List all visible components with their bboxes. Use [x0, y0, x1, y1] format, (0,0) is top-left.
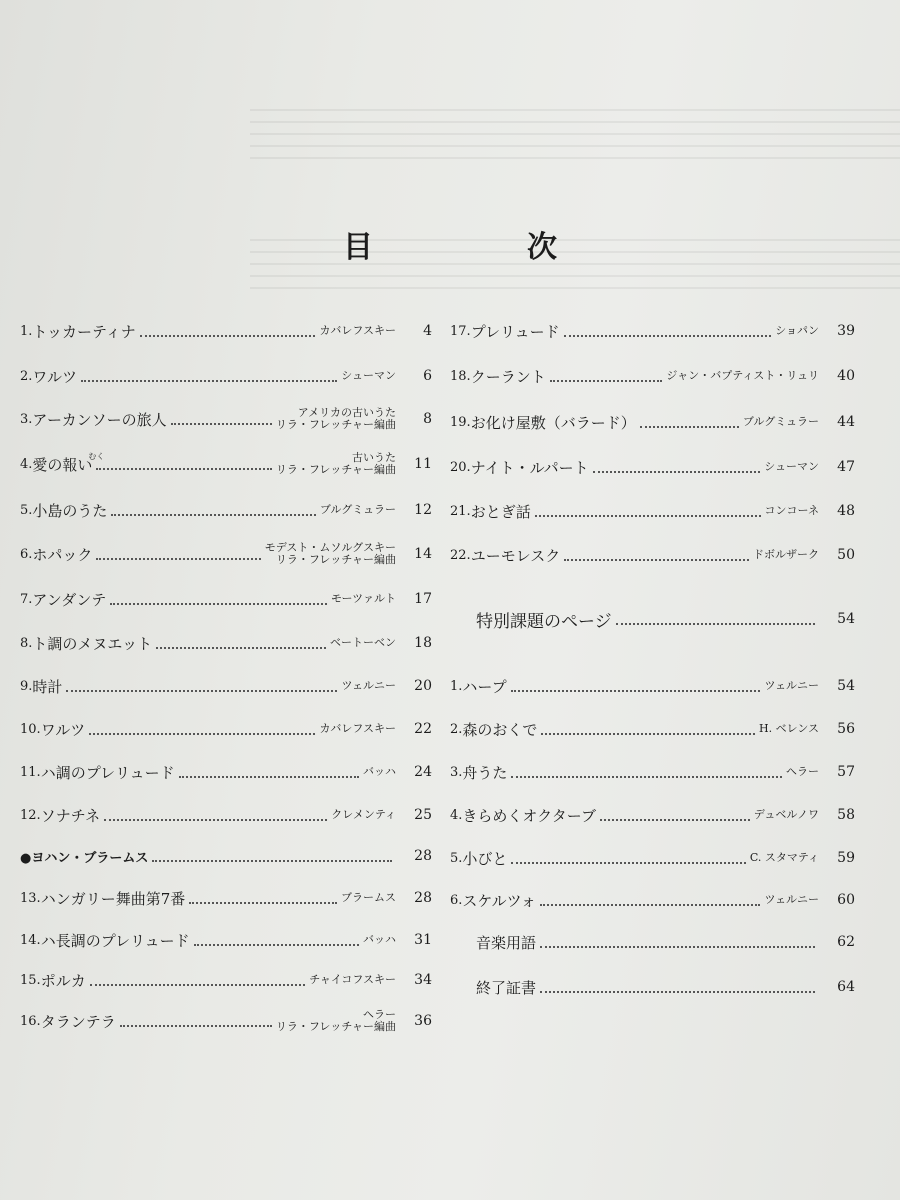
entry-number: 10. — [20, 721, 41, 737]
entry-composer — [743, 416, 819, 428]
toc-entry[interactable] — [20, 922, 432, 958]
composer-name: アメリカの古いうた — [297, 406, 396, 419]
composer-name: ツェルニー — [341, 679, 396, 692]
arranger-name: リラ・フレッチャー編曲 — [275, 553, 396, 566]
entry-title: プレリュード — [470, 322, 560, 341]
leader-dots — [616, 623, 815, 625]
entry-composer — [775, 325, 819, 337]
entry-title: ハンガリー舞曲第7番 — [40, 889, 186, 908]
leader-dots — [540, 991, 815, 993]
leader-dots — [179, 776, 359, 778]
page-title: 目 次 — [343, 230, 619, 265]
entry-page: 18 — [414, 635, 432, 651]
toc-entry[interactable] — [450, 797, 855, 833]
entry-page: 4 — [423, 323, 432, 339]
entry-title: ハ調のプレリュード — [40, 763, 175, 782]
entry-composer — [363, 934, 396, 946]
entry-composer — [331, 809, 396, 821]
leader-dots — [593, 471, 761, 473]
composer-name: コンコーネ — [764, 504, 819, 517]
entry-title: ワルツ — [40, 720, 86, 739]
toc-entry[interactable] — [450, 754, 855, 790]
entry-number: 12. — [20, 807, 41, 823]
entry-number: 19. — [450, 414, 471, 430]
arranger-name: リラ・フレッチャー編曲 — [275, 1020, 396, 1033]
entry-number: 7. — [20, 591, 33, 607]
leader-dots — [104, 819, 327, 821]
toc-entry[interactable] — [20, 962, 432, 998]
entry-page: 36 — [414, 1013, 432, 1029]
entry-number: 5. — [450, 850, 463, 866]
entry-title: ホパック — [32, 545, 93, 564]
entry-number: 20. — [450, 459, 471, 475]
toc-entry[interactable] — [450, 882, 855, 918]
composer-name: チャイコフスキー — [309, 973, 396, 986]
toc-entry[interactable] — [20, 536, 432, 572]
toc-entry[interactable] — [20, 492, 432, 528]
leader-dots — [640, 426, 739, 428]
toc-entry[interactable] — [450, 668, 855, 704]
toc-entry[interactable] — [20, 797, 432, 833]
leader-dots — [511, 776, 782, 778]
composer-name: ショパン — [775, 324, 819, 337]
composer-name: ブラームス — [341, 891, 396, 904]
entry-number: 2. — [20, 368, 33, 384]
entry-composer — [753, 549, 819, 561]
entry-page: 17 — [414, 591, 432, 607]
entry-page: 24 — [414, 764, 432, 780]
entry-title: ハ長調のプレリュード — [40, 931, 190, 950]
entry-title: 森のおくで — [462, 720, 538, 739]
entry-page: 57 — [837, 764, 855, 780]
entry-page: 22 — [414, 721, 432, 737]
entry-title: きらめくオクターブ — [462, 806, 597, 825]
entry-page: 54 — [837, 678, 855, 694]
entry-composer — [764, 894, 819, 906]
entry-title: ワルツ — [32, 367, 77, 386]
toc-entry[interactable] — [450, 404, 855, 440]
toc-entry[interactable] — [476, 924, 855, 960]
entry-composer — [341, 680, 396, 692]
entry-composer — [341, 892, 396, 904]
composer-name: ツェルニー — [764, 679, 819, 692]
toc-entry[interactable] — [20, 1003, 432, 1039]
composer-name: H. ベレンス — [759, 722, 819, 735]
entry-title: ハープ — [462, 677, 507, 696]
entry-number: 16. — [20, 1013, 41, 1029]
entry-page: 62 — [837, 934, 855, 950]
entry-number: 21. — [450, 503, 471, 519]
entry-page: 6 — [423, 368, 432, 384]
entry-number: 3. — [20, 411, 33, 427]
entry-composer — [320, 504, 396, 516]
entry-title: ポルカ — [40, 971, 86, 990]
composer-name: カバレフスキー — [319, 722, 396, 735]
special-heading-title: 特別課題のページ — [476, 611, 612, 632]
entry-number: 6. — [20, 546, 33, 562]
entry-page: 28 — [414, 890, 432, 906]
composer-name: ヘラー — [786, 765, 819, 778]
entry-composer — [363, 766, 396, 778]
entry-page: 50 — [837, 547, 855, 563]
arranger-name: リラ・フレッチャー編曲 — [275, 463, 396, 476]
entry-title: 愛の報い むく — [32, 451, 105, 474]
toc-entry[interactable] — [450, 449, 855, 485]
toc-entry[interactable] — [450, 313, 855, 349]
entry-number: 2. — [450, 721, 463, 737]
composer-name: デュベルノワ — [753, 808, 819, 821]
entry-composer — [319, 325, 396, 337]
toc-entry[interactable] — [20, 625, 432, 661]
leader-dots — [550, 380, 663, 382]
entry-composer — [276, 452, 396, 476]
entry-page: 31 — [414, 932, 432, 948]
toc-entry[interactable] — [476, 969, 855, 1005]
entry-ruby: むく — [88, 451, 105, 461]
entry-number: 4. — [20, 456, 33, 472]
entry-composer — [759, 723, 819, 735]
entry-number: 6. — [450, 892, 463, 908]
toc-entry[interactable] — [20, 711, 432, 747]
toc-entry[interactable] — [20, 668, 432, 704]
entry-number: 9. — [20, 678, 33, 694]
entry-page: 58 — [837, 807, 855, 823]
entry-number: 18. — [450, 368, 471, 384]
leader-dots — [511, 690, 761, 692]
entry-composer — [319, 723, 396, 735]
composer-name: シューマン — [341, 369, 396, 382]
composer-name: ベートーベン — [330, 636, 396, 649]
leader-dots — [540, 946, 815, 948]
toc-entry[interactable] — [20, 581, 432, 617]
special-heading-page: 54 — [837, 611, 855, 627]
composer-name: ブルグミュラー — [742, 415, 819, 428]
entry-number: 14. — [20, 932, 41, 948]
composer-name: ツェルニー — [764, 893, 819, 906]
leader-dots — [89, 733, 315, 735]
entry-page: 40 — [837, 368, 855, 384]
composer-name: シューマン — [764, 460, 819, 473]
entry-page: 60 — [837, 892, 855, 908]
composer-name: ヘラー — [363, 1008, 396, 1021]
leader-dots — [66, 690, 337, 692]
entry-page: 59 — [837, 850, 855, 866]
leader-dots — [564, 559, 749, 561]
leader-dots — [564, 335, 772, 337]
entry-page: 34 — [414, 972, 432, 988]
entry-page: 8 — [423, 411, 432, 427]
entry-page: 14 — [414, 546, 432, 562]
leader-dots — [90, 984, 306, 986]
entry-title: 終了証書 — [476, 978, 537, 997]
entry-page: 44 — [837, 414, 855, 430]
leader-dots — [194, 944, 359, 946]
leader-dots — [111, 514, 315, 516]
toc-entry[interactable] — [20, 401, 432, 437]
arranger-name: リラ・フレッチャー編曲 — [275, 418, 396, 431]
entry-page: 64 — [837, 979, 855, 995]
toc-entry[interactable] — [450, 711, 855, 747]
entry-composer — [331, 593, 396, 605]
entry-composer — [765, 505, 819, 517]
entry-composer — [764, 680, 819, 692]
composer-name: ドボルザーク — [753, 548, 819, 561]
leader-dots — [156, 647, 326, 649]
toc-entry[interactable] — [20, 880, 432, 916]
entry-title: お化け屋敷（バラード） — [470, 413, 636, 432]
entry-number: 11. — [20, 764, 41, 780]
entry-title: おとぎ話 — [470, 502, 531, 521]
entry-title: スケルツォ — [462, 891, 537, 910]
entry-page: 56 — [837, 721, 855, 737]
entry-composer — [276, 1009, 396, 1033]
entry-number: 17. — [450, 323, 471, 339]
entry-title: 音楽用語 — [476, 933, 537, 952]
composer-name: カバレフスキー — [319, 324, 396, 337]
entry-title: 小びと — [462, 849, 508, 868]
leader-dots — [81, 380, 337, 382]
leader-dots — [535, 515, 761, 517]
entry-number: 15. — [20, 972, 41, 988]
leader-dots — [541, 733, 755, 735]
entry-number: 1. — [450, 678, 463, 694]
entry-composer — [754, 809, 819, 821]
composer-name: ブルグミュラー — [319, 503, 396, 516]
entry-number: 8. — [20, 635, 33, 651]
leader-dots — [96, 558, 260, 560]
entry-page: 28 — [414, 848, 432, 864]
entry-composer — [764, 461, 819, 473]
composer-name: バッハ — [363, 933, 396, 946]
entry-title: ユーモレスク — [470, 546, 561, 565]
toc-entry[interactable] — [20, 838, 432, 874]
composer-name: バッハ — [363, 765, 396, 778]
entry-composer — [341, 370, 396, 382]
entry-title: 小島のうた — [32, 501, 108, 520]
entry-number: 13. — [20, 890, 41, 906]
entry-title: タランテラ — [40, 1012, 116, 1031]
toc-entry[interactable] — [20, 446, 432, 482]
toc-entry[interactable] — [450, 358, 855, 394]
entry-title: アーカンソーの旅人 — [32, 410, 167, 429]
leader-dots — [96, 468, 271, 470]
entry-title: クーラント — [470, 367, 546, 386]
entry-title: トッカーティナ — [32, 322, 136, 341]
entry-number: 4. — [450, 807, 463, 823]
toc-entry[interactable] — [20, 358, 432, 394]
entry-composer — [750, 852, 819, 864]
entry-title: 舟うた — [462, 763, 508, 782]
special-section-heading[interactable] — [476, 601, 855, 637]
leader-dots — [120, 1025, 272, 1027]
entry-composer — [666, 370, 819, 382]
entry-title: 時計 — [32, 677, 63, 696]
composer-name: C. スタマティ — [749, 851, 819, 864]
entry-composer — [265, 542, 396, 566]
composer-name: 古いうた — [352, 451, 396, 464]
leader-dots — [511, 862, 745, 864]
composer-name: モデスト・ムソルグスキー — [264, 541, 396, 554]
leader-dots — [600, 819, 750, 821]
toc-entry[interactable] — [20, 754, 432, 790]
entry-title: ト調のメヌエット — [32, 634, 153, 653]
leader-dots — [140, 335, 316, 337]
toc-entry[interactable] — [20, 313, 432, 349]
leader-dots — [189, 902, 337, 904]
entry-number: 1. — [20, 323, 33, 339]
entry-page: 20 — [414, 678, 432, 694]
entry-title: ナイト・ルパート — [470, 458, 589, 477]
entry-title: ソナチネ — [40, 806, 101, 825]
entry-page: 48 — [837, 503, 855, 519]
leader-dots — [110, 603, 327, 605]
entry-composer — [309, 974, 396, 986]
leader-dots — [152, 860, 392, 862]
entry-composer — [330, 637, 396, 649]
leader-dots — [171, 423, 272, 425]
entry-number: 3. — [450, 764, 463, 780]
entry-title: ●ヨハン・ブラームス — [20, 850, 149, 866]
composer-name: ジャン・バプティスト・リュリ — [666, 369, 819, 382]
toc-entry[interactable] — [450, 537, 855, 573]
leader-dots — [540, 904, 760, 906]
entry-page: 47 — [837, 459, 855, 475]
toc-entry[interactable] — [450, 493, 855, 529]
toc-entry[interactable] — [450, 840, 855, 876]
entry-page: 39 — [837, 323, 855, 339]
entry-number: 5. — [20, 502, 33, 518]
composer-name: クレメンティ — [331, 808, 396, 821]
entry-page: 11 — [414, 456, 432, 472]
entry-composer — [786, 766, 819, 778]
entry-number: 22. — [450, 547, 471, 563]
entry-page: 12 — [414, 502, 432, 518]
entry-title: アンダンテ — [32, 590, 107, 609]
entry-page: 25 — [414, 807, 432, 823]
entry-composer — [276, 407, 396, 431]
composer-name: モーツァルト — [330, 592, 396, 605]
